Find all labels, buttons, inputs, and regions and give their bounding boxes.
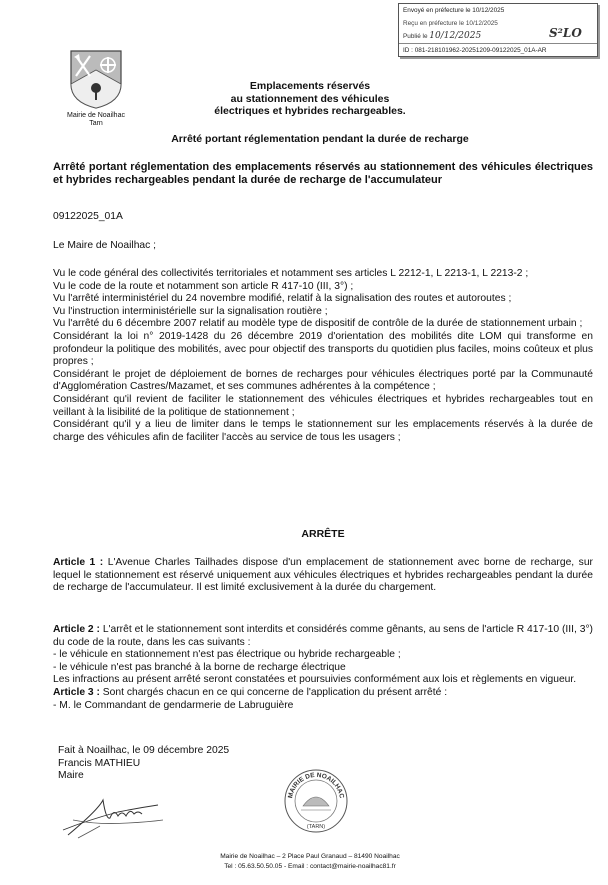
stamp-published [403, 26, 593, 43]
article-2-text: L'arrêt et le stationnement sont interdits et considérés comme gênants, au sens de l'article R 417-10 (III, 3°) du code de la route, dans les cas suivants : [53, 624, 593, 648]
header-line-1: Emplacements réservés [249, 80, 371, 92]
signature-name: Francis MATHIEU [58, 757, 141, 769]
consideration-item: Vu le code de la route et notamment son article R 417-10 (III, 3°) ; [53, 280, 354, 292]
page-footer [150, 852, 470, 872]
article-2-footer: Les infractions au présent arrêté seront constatées et poursuivies conformément aux lois et règlements en vigueur. [53, 674, 577, 686]
document-reference: 09122025_01A [53, 211, 123, 222]
consideration-item: Considérant la loi n° 2019-1428 du 26 décembre 2019 d'orientation des mobilités dite LOM qui transforme en profondeur la politique des mobilités, avec pour objectif des transports du quotidien plus faciles, moins coûteux et plus propres ; [53, 330, 593, 368]
coat-of-arms-logo [68, 48, 124, 110]
article-1 [53, 557, 593, 595]
consideration-item: Considérant le projet de déploiement de bornes de recharges pour véhicules électriques porté par la Communauté d'Agglomération Castres/Mazamet, et ses communes adhérentes à la compétence ; [53, 368, 593, 393]
document-intro: Le Maire de Noailhac ; [53, 240, 157, 251]
signature-block [58, 745, 229, 783]
footer-contact: Tel : 05.63.50.50.05 - Email : contact@mairie-noailhac81.fr [224, 863, 396, 870]
document-header [160, 80, 460, 118]
article-2 [53, 624, 593, 712]
consideration-item: Vu l'instruction interministérielle sur la signalisation routière ; [53, 305, 328, 317]
header-subtitle: Arrêté portant réglementation pendant la durée de recharge [171, 133, 469, 145]
article-2-item: - le véhicule en stationnement n'est pas électrique ou hybride rechargeable ; [53, 649, 401, 661]
logo-caption-department: Tarn [89, 120, 103, 127]
article-3-text: Sont chargés chacun en ce qui concerne de l'application du présent arrêté : [99, 686, 448, 698]
header-line-2: au stationnement des véhicules [230, 92, 390, 105]
article-1-text: L'Avenue Charles Tailhades dispose d'un emplacement de stationnement avec borne de recharge, sur lequel le stationnement est réservé uniquement aux véhicules électriques et hybrides rechargeables pendant la durée de recharge de l'accumulateur. Il est limité exclusivement à la durée du chargement. [53, 557, 593, 594]
signature-place-date: Fait à Noailhac, le 09 décembre 2025 [58, 745, 230, 756]
handwritten-signature [58, 790, 168, 840]
stamp-received: Reçu en préfecture le 10/12/2025 [403, 20, 498, 27]
consideration-item: Vu le code général des collectivités territoriales et notamment ses articles L 2212-1, L 2213-1, L 2213-2 ; [53, 268, 529, 279]
stamp-published-label: Publié le [403, 33, 428, 40]
article-2-label: Article 2 : [53, 624, 100, 635]
consideration-item: Considérant qu'il y a lieu de limiter dans le temps le stationnement sur les emplacements réservés à la durée de charge des véhicules afin de faciliter l'accès au service de tous les usagers ; [53, 419, 593, 443]
prefecture-stamp [398, 3, 598, 57]
document-title: Arrêté portant réglementation des emplacements réservés au stationnement des véhicules électriques et hybrides rechargeables pendant la durée de recharge de l'accumulateur [53, 161, 593, 186]
logo-caption [58, 112, 134, 128]
stamp-sent: Envoyé en préfecture le 10/12/2025 [403, 7, 505, 14]
stamp-id: ID : 081-218101962-20251209-09122025_01A-AR [399, 43, 597, 57]
article-2-item: - le véhicule n'est pas branché à la borne de recharge électrique [53, 661, 346, 673]
consideration-item: Considérant qu'il revient de faciliter le stationnement des véhicules électriques et hybrides rechargeables tout en veillant à la lisibilité de la politique de stationnement ; [53, 393, 593, 418]
consideration-item: Vu l'arrêté du 6 décembre 2007 relatif au modèle type de dispositif de contrôle de la durée de stationnement urbain ; [53, 318, 583, 330]
article-1-label: Article 1 : [53, 557, 104, 568]
seal-text-top: MAIRIE DE NOAILHAC [287, 771, 345, 799]
logo-caption-town: Mairie de Noailhac [67, 112, 125, 119]
stamp-published-date: 10/12/2025 [429, 31, 482, 41]
footer-address: Mairie de Noailhac – 2 Place Paul Granaud – 81490 Noailhac [220, 853, 400, 860]
considerations-list [53, 268, 593, 444]
stamp-slo-mark: S²LO [549, 26, 582, 40]
signature-role: Maire [58, 770, 84, 782]
consideration-item: Vu l'arrêté interministériel du 24 novembre modifié, relatif à la signalisation des routes et autoroutes ; [53, 293, 512, 305]
header-line-3: électriques et hybrides rechargeables. [214, 105, 406, 117]
seal-text-bottom: (TARN) [306, 824, 326, 830]
article-3-label: Article 3 : [53, 686, 100, 698]
article-3-item: - M. le Commandant de gendarmerie de Labruguière [53, 699, 294, 711]
mairie-seal [283, 768, 349, 834]
decree-heading: ARRÊTE [301, 528, 345, 540]
